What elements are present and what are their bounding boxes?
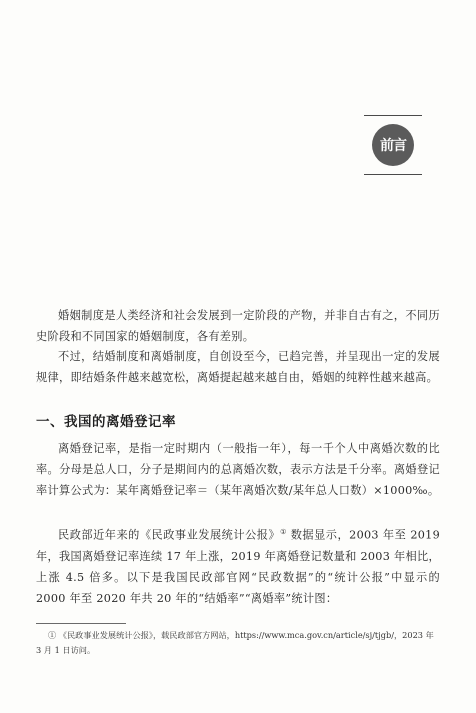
- footnote-separator: [36, 623, 126, 624]
- badge-label: 前言: [380, 138, 406, 154]
- footnote-reference[interactable]: ①: [280, 528, 287, 536]
- paragraph-1: 婚姻制度是人类经济和社会发展到一定阶段的产物，并非自古有之，不同历史阶段和不同国家的婚姻制度，各有差别。: [36, 309, 440, 343]
- badge-circle: [372, 124, 414, 166]
- badge-bottom-rule: [364, 174, 422, 175]
- section-heading: 一、我国的离婚登记率: [36, 414, 176, 430]
- preface-badge: [364, 115, 422, 175]
- footnote: ① 《民政事业发展统计公报》，载民政部官方网站，https://www.mca.gov.cn/article/sj/tjgb/，2023 年 3 月 1 日访问。: [36, 630, 434, 655]
- paragraph-4-text-b: 数据显示，2003 年至 2019 年，我国离婚登记率连续 17 年上涨，2019 年离婚登记数量和 2003 年相比，上涨 4.5 倍多。以下是我国民政部官网“民政数据”的“统计公报”中显示的 2000 年至 2020 年共 20 年的“结婚率”“离婚率”统计图：: [36, 528, 441, 605]
- paragraph-3: 离婚登记率，是指一定时期内（一般指一年），每一千个人中离婚次数的比率。分母是总人口，分子是期间内的总离婚次数，表示方法是千分率。离婚登记率计算公式为：某年离婚登记率＝（某年离婚次数/某年总人口数）×1000‰。: [36, 442, 440, 497]
- paragraph-4-text-a: 民政部近年来的《民政事业发展统计公报》: [58, 528, 281, 542]
- paragraph-4: [36, 522, 440, 609]
- paragraph-2: 不过，结婚制度和离婚制度，自创设至今，已趋完善，并呈现出一定的发展规律，即结婚条件越来越宽松，离婚提起越来越自由，婚姻的纯粹性越来越高。: [36, 350, 440, 384]
- badge-top-rule: [364, 115, 422, 116]
